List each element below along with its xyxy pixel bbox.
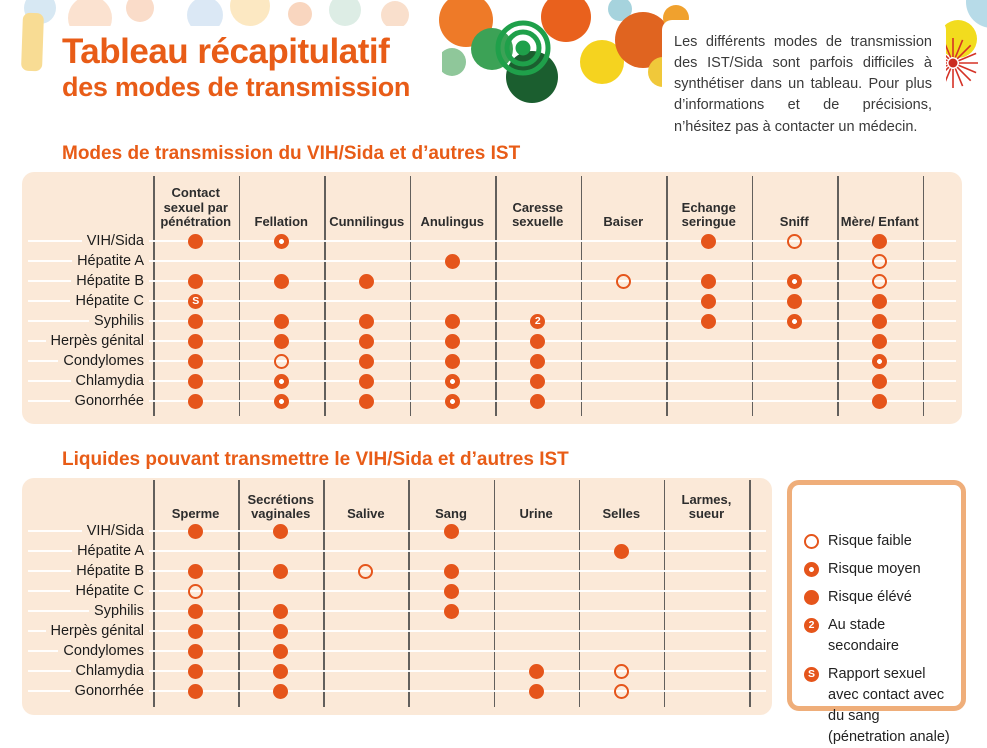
risk-medium-icon xyxy=(445,394,460,409)
page-title-line2: des modes de transmission xyxy=(62,72,411,102)
column-header: Secrétions vaginales xyxy=(247,491,314,522)
row-label: Hépatite A xyxy=(22,541,149,561)
row-label: Condylomes xyxy=(22,351,149,371)
row-leader-line xyxy=(28,400,956,402)
risk-high-icon xyxy=(529,664,544,679)
page-title-line1: Tableau récapitulatif xyxy=(62,32,390,71)
column-separator xyxy=(238,480,240,707)
row-leader-line xyxy=(28,280,956,282)
section-2-heading: Liquides pouvant transmettre le VIH/Sida et d’autres IST xyxy=(62,449,569,470)
risk-low-icon xyxy=(872,274,887,289)
risk-high-icon xyxy=(188,564,203,579)
risk-high-icon xyxy=(872,374,887,389)
row-label: Herpès génital xyxy=(22,621,149,641)
legend-item xyxy=(802,615,951,657)
risk-high-icon xyxy=(530,354,545,369)
risk-high-icon xyxy=(701,314,716,329)
risk-high-icon xyxy=(274,334,289,349)
risk-high-icon xyxy=(188,274,203,289)
risk-high-icon xyxy=(274,314,289,329)
column-separator xyxy=(494,480,496,707)
risk-medium-icon xyxy=(804,562,819,577)
row-leader-line xyxy=(28,380,956,382)
risk-high-icon xyxy=(445,314,460,329)
legend-item-label: Au stade secondaire xyxy=(828,617,899,654)
column-header: Cunnilingus xyxy=(329,214,405,230)
risk-high-icon xyxy=(188,314,203,329)
decor-blob xyxy=(126,0,154,22)
risk-high-icon xyxy=(872,314,887,329)
risk-high-icon xyxy=(188,664,203,679)
column-header: Selles xyxy=(602,506,641,522)
badge-s-icon: S xyxy=(804,667,819,682)
risk-low-icon xyxy=(804,534,819,549)
risk-high-icon xyxy=(444,584,459,599)
column-header: Fellation xyxy=(254,214,308,230)
risk-low-icon xyxy=(188,584,203,599)
legend-item xyxy=(802,559,951,580)
row-label: Chlamydia xyxy=(22,371,149,391)
risk-high-icon xyxy=(804,590,819,605)
risk-medium-icon xyxy=(445,374,460,389)
risk-high-icon xyxy=(444,604,459,619)
column-header: Mère/ Enfant xyxy=(840,214,919,230)
column-header: Sniff xyxy=(779,214,809,230)
row-label: Hépatite C xyxy=(22,581,149,601)
risk-high-icon xyxy=(872,334,887,349)
risk-high-icon xyxy=(273,524,288,539)
risk-low-icon xyxy=(274,354,289,369)
row-label: Gonorrhée xyxy=(22,681,149,701)
row-leader-line xyxy=(28,240,956,242)
risk-low-icon xyxy=(787,234,802,249)
risk-high-icon xyxy=(614,544,629,559)
decor-blob xyxy=(288,2,312,26)
risk-low-icon xyxy=(614,664,629,679)
legend-box xyxy=(787,480,966,745)
row-label: Gonorrhée xyxy=(22,391,149,411)
column-separator xyxy=(579,480,581,707)
row-label: Hépatite B xyxy=(22,271,149,291)
legend-item-label: Risque élévé xyxy=(828,589,912,605)
risk-low-icon xyxy=(614,684,629,699)
risk-high-icon xyxy=(188,604,203,619)
risk-high-icon xyxy=(273,564,288,579)
fluids-table xyxy=(22,478,772,715)
row-label: VIH/Sida xyxy=(22,231,149,251)
risk-high-icon xyxy=(188,374,203,389)
risk-high-icon xyxy=(701,294,716,309)
risk-high-icon xyxy=(529,684,544,699)
decor-blob xyxy=(230,0,270,26)
risk-high-icon xyxy=(273,604,288,619)
row-label: Herpès génital xyxy=(22,331,149,351)
risk-high-icon xyxy=(188,524,203,539)
risk-high-icon xyxy=(188,394,203,409)
legend-item-label: Risque faible xyxy=(828,533,912,549)
risk-high-icon xyxy=(872,394,887,409)
column-separator xyxy=(323,480,325,707)
risk-high-icon xyxy=(359,314,374,329)
risk-high-icon xyxy=(445,334,460,349)
risk-medium-icon xyxy=(274,394,289,409)
risk-high-icon xyxy=(701,274,716,289)
column-separator xyxy=(664,480,666,707)
column-header: Baiser xyxy=(603,214,644,230)
risk-high-icon xyxy=(359,374,374,389)
column-separator xyxy=(749,480,751,707)
column-header: Salive xyxy=(347,506,385,522)
row-leader-line xyxy=(28,340,956,342)
column-separator xyxy=(408,480,410,707)
risk-high-icon xyxy=(188,334,203,349)
risk-high-icon xyxy=(273,624,288,639)
legend-item-label: Risque moyen xyxy=(828,561,921,577)
row-label: Chlamydia xyxy=(22,661,149,681)
column-header: Sang xyxy=(435,506,467,522)
row-label: Condylomes xyxy=(22,641,149,661)
risk-medium-icon xyxy=(872,354,887,369)
risk-high-icon xyxy=(872,294,887,309)
risk-high-icon xyxy=(359,334,374,349)
legend-item xyxy=(802,587,951,608)
column-header: Sperme xyxy=(171,506,220,522)
column-header: Contact sexuel par pénétration xyxy=(160,185,232,230)
column-header: Anulingus xyxy=(420,214,485,230)
risk-high-icon xyxy=(188,624,203,639)
row-label: Hépatite A xyxy=(22,251,149,271)
risk-high-icon xyxy=(530,374,545,389)
badge-2-icon: 2 xyxy=(804,618,819,633)
risk-high-icon xyxy=(787,294,802,309)
risk-high-icon xyxy=(188,684,203,699)
risk-low-icon xyxy=(872,254,887,269)
row-label: VIH/Sida xyxy=(22,521,149,541)
risk-high-icon xyxy=(359,354,374,369)
badge-s-icon: S xyxy=(188,294,203,309)
legend-item xyxy=(802,531,951,552)
risk-medium-icon xyxy=(274,374,289,389)
risk-low-icon xyxy=(616,274,631,289)
row-label: Syphilis xyxy=(22,601,149,621)
column-header: Larmes, sueur xyxy=(681,491,732,522)
risk-medium-icon xyxy=(274,234,289,249)
row-leader-line xyxy=(28,320,956,322)
row-label: Hépatite B xyxy=(22,561,149,581)
risk-high-icon xyxy=(530,334,545,349)
risk-high-icon xyxy=(445,354,460,369)
column-header: Urine xyxy=(519,506,553,522)
risk-high-icon xyxy=(359,274,374,289)
risk-medium-icon xyxy=(787,314,802,329)
risk-high-icon xyxy=(359,394,374,409)
intro-paragraph: Les différents modes de transmission des IST/Sida sont parfois difficiles à synthétiser dans un tableau. Pour plus d’informations et de précisions, n’hésitez pas à contacter un médecin. xyxy=(674,34,932,135)
legend-item xyxy=(802,664,951,748)
risk-high-icon xyxy=(445,254,460,269)
row-leader-line xyxy=(28,300,956,302)
risk-high-icon xyxy=(273,664,288,679)
legend-item-label: Rapport sexuel avec contact avec du sang (pénetration anale) xyxy=(828,666,950,745)
risk-high-icon xyxy=(274,274,289,289)
decor-blob xyxy=(329,0,361,26)
risk-high-icon xyxy=(273,684,288,699)
decor-blob xyxy=(381,1,409,29)
risk-high-icon xyxy=(273,644,288,659)
row-label: Hépatite C xyxy=(22,291,149,311)
risk-high-icon xyxy=(701,234,716,249)
risk-medium-icon xyxy=(787,274,802,289)
risk-high-icon xyxy=(872,234,887,249)
risk-high-icon xyxy=(444,524,459,539)
risk-high-icon xyxy=(188,644,203,659)
column-header: Caresse sexuelle xyxy=(512,199,564,230)
column-header: Echange seringue xyxy=(681,199,736,230)
decor-yellow-strip xyxy=(21,13,44,72)
section-1-heading: Modes de transmission du VIH/Sida et d’autres IST xyxy=(62,143,521,164)
badge-2-icon: 2 xyxy=(530,314,545,329)
risk-high-icon xyxy=(530,394,545,409)
transmission-modes-table xyxy=(22,172,962,424)
row-label: Syphilis xyxy=(22,311,149,331)
risk-low-icon xyxy=(358,564,373,579)
target-icon xyxy=(494,19,552,77)
column-separator xyxy=(153,480,155,707)
risk-high-icon xyxy=(444,564,459,579)
row-leader-line xyxy=(28,360,956,362)
row-leader-line xyxy=(28,260,956,262)
risk-high-icon xyxy=(188,354,203,369)
risk-high-icon xyxy=(188,234,203,249)
